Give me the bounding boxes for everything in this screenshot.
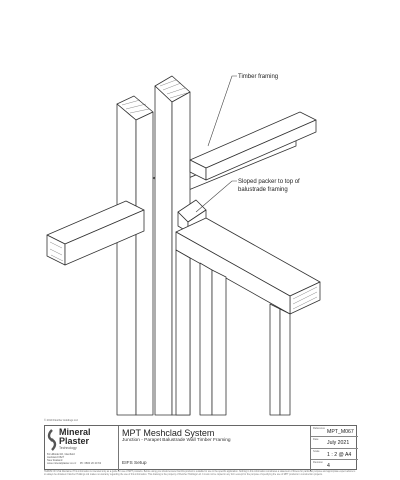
- sloped-packer-label-line1: Sloped packer to top of: [238, 179, 300, 185]
- revision-row: [311, 460, 358, 471]
- scale-value: 1 : 2 @ A4: [327, 451, 352, 458]
- scale-row: [311, 449, 358, 460]
- reference-label: Reference: [313, 427, 325, 430]
- company-address: 81 Hillside Rd, Glenfield Auckland 0627 New Zealand www.mineralplaster.co.nz Ph: 0800 20 20 63: [47, 453, 102, 465]
- meta-cell: [311, 426, 358, 471]
- balustrade-frame: [176, 218, 320, 415]
- drawing-title: MPT Meshclad System: [122, 428, 215, 438]
- date-label: Date: [313, 438, 319, 442]
- copyright-note: © 2019 Fletcher Holdings Ltd: [44, 419, 78, 422]
- revision-value: 4: [327, 462, 330, 469]
- revision-label: Revision: [313, 460, 323, 464]
- disclaimer-text: TERMS OF USE Disclaimer This information is intended only as a guide for use of MPT products. Before using you should ensure that this product is suitable for use in the specific application. Nothing in this information constitutes a statement of fitness for particular purpose and appropriate expert advice is to always be obtained. Fletcher Holdings Ltd makes no warranty regarding the use of this information. This drawing is the property of Fletcher Holdings Ltd. It must not be copied in any form except for the purpose of specifying the use of MPT products in construction projects.: [44, 471, 356, 476]
- reference-value: MPT_M067: [327, 429, 354, 435]
- timber-framing-label: Timber framing: [238, 74, 279, 80]
- mineral-plaster-logo-icon: [47, 429, 57, 451]
- reference-row: [311, 426, 358, 437]
- logo-cell: [45, 426, 119, 471]
- sloped-packer-label-line2: balustrade framing: [238, 187, 288, 193]
- brand-name-line2: Plaster: [59, 436, 90, 446]
- brand-name-line3: Technology: [59, 446, 77, 450]
- title-cell: [119, 426, 311, 471]
- date-value: July 2021: [327, 440, 350, 447]
- left-stud: [117, 96, 153, 415]
- sloped-packer-callout: [196, 179, 300, 212]
- title-block: [44, 425, 357, 470]
- date-row: [311, 437, 358, 448]
- drawing-setup: EIFS Setup: [122, 461, 147, 466]
- scale-label: Scale: [313, 449, 320, 453]
- brand-name-line1: Mineral: [59, 427, 91, 437]
- drawing-subtitle: Junction - Parapet Balustrade Wall Timber Framing: [122, 438, 231, 443]
- timber-framing-beam: [190, 112, 316, 180]
